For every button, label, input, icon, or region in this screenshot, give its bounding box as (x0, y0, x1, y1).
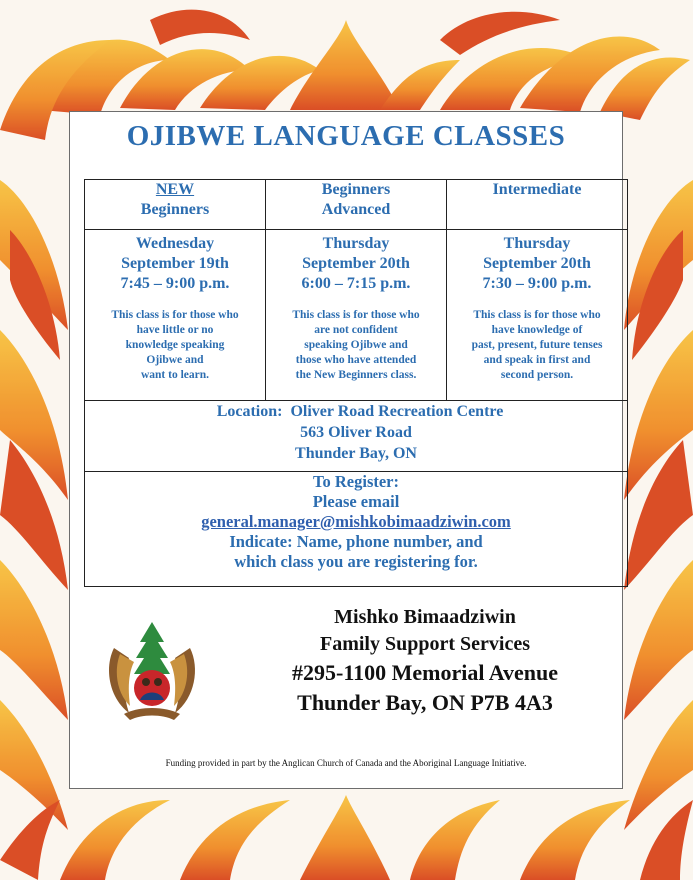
organization-logo (104, 618, 200, 722)
register-email-link[interactable]: general.manager@mishkobimaadziwin.com (201, 512, 511, 531)
organization-info (240, 604, 610, 718)
class-header-new-beginners (85, 180, 266, 230)
funding-note: Funding provided in part by the Anglican Church of Canada and the Aboriginal Language Initiative. (165, 758, 527, 768)
location-line (85, 401, 627, 422)
class-description (89, 308, 261, 383)
header-line: NEW (155, 181, 195, 198)
class-time: 6:00 – 7:15 p.m. (301, 275, 411, 292)
description-line: have knowledge of (491, 324, 583, 336)
description-line: those who have attended (295, 354, 417, 366)
location-name: Oliver Road Recreation Centre (290, 403, 504, 420)
description-line: want to learn. (140, 369, 210, 381)
location-address: 563 Oliver Road (300, 424, 412, 441)
register-instruction: Please email (312, 492, 400, 511)
description-line: past, present, future tenses (471, 339, 603, 351)
description-line: knowledge speaking (125, 339, 225, 351)
class-date: September 19th (121, 255, 229, 272)
class-day: Thursday (503, 235, 571, 252)
class-day: Thursday (322, 235, 390, 252)
class-details-beginners-advanced (266, 230, 447, 401)
description-line: speaking Ojibwe and (304, 339, 408, 351)
location-city: Thunder Bay, ON (295, 445, 417, 462)
class-time: 7:45 – 9:00 p.m. (120, 275, 230, 292)
flyer-title: OJIBWE LANGUAGE CLASSES (126, 120, 566, 152)
class-details-intermediate (447, 230, 628, 401)
description-line: This class is for those who (473, 309, 601, 321)
org-name: Mishko Bimaadziwin (334, 606, 516, 628)
header-line: Intermediate (492, 181, 582, 198)
description-line: Ojibwe and (146, 354, 204, 366)
class-description (451, 308, 623, 383)
description-line: and speak in first and (483, 354, 591, 366)
org-city: Thunder Bay, ON P7B 4A3 (297, 690, 553, 715)
description-line: This class is for those who (292, 309, 420, 321)
register-indicate: Indicate: Name, phone number, and (229, 532, 483, 551)
location-section (85, 401, 628, 472)
class-day: Wednesday (135, 235, 215, 252)
register-indicate-2: which class you are registering for. (234, 552, 478, 571)
org-subtitle: Family Support Services (320, 633, 530, 655)
location-label: Location: (216, 403, 283, 420)
description-line: second person. (500, 369, 574, 381)
header-line: Beginners (321, 181, 391, 198)
flyer-card (69, 111, 623, 789)
class-description (270, 308, 442, 383)
description-line: the New Beginners class. (295, 369, 417, 381)
class-time: 7:30 – 9:00 p.m. (482, 275, 592, 292)
class-header-intermediate (447, 180, 628, 230)
description-line: have little or no (136, 324, 214, 336)
description-line: This class is for those who (111, 309, 239, 321)
class-date: September 20th (483, 255, 591, 272)
class-details-new-beginners (85, 230, 266, 401)
class-header-beginners-advanced (266, 180, 447, 230)
class-date: September 20th (302, 255, 410, 272)
header-line: Advanced (321, 201, 391, 218)
org-address: #295-1100 Memorial Avenue (292, 660, 558, 685)
header-line: Beginners (140, 201, 210, 218)
description-line: are not confident (314, 324, 398, 336)
registration-section (85, 472, 628, 587)
register-heading: To Register: (313, 472, 399, 491)
class-schedule-table (84, 179, 628, 587)
